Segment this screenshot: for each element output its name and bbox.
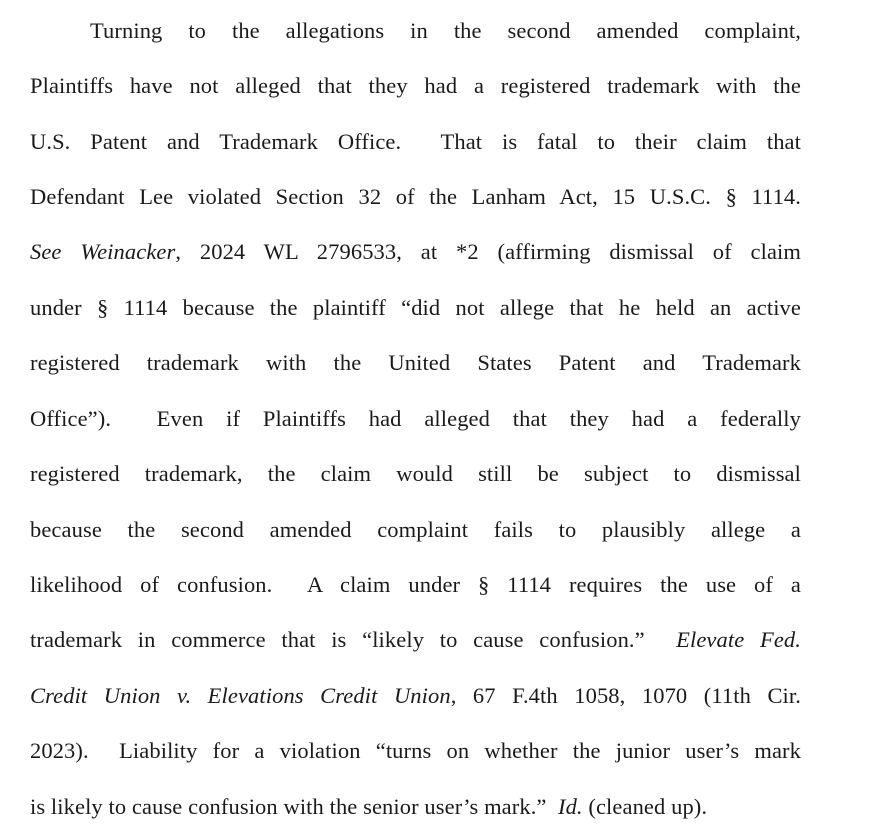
paragraph-line xyxy=(30,625,801,655)
paragraph-line xyxy=(90,16,801,46)
paragraph-line xyxy=(30,71,801,101)
text-run: Plaintiffs have not alleged that they had a registered trademark with the xyxy=(30,73,801,98)
text-run: U.S. Patent and Trademark Office. That is fatal to their claim that xyxy=(30,129,801,154)
text-run: likelihood of confusion. A claim under § 1114 requires the use of a xyxy=(30,572,801,597)
paragraph-line xyxy=(30,237,801,267)
text-run: under § 1114 because the plaintiff “did not allege that he held an active xyxy=(30,295,801,320)
paragraph-line xyxy=(30,736,801,766)
text-run: trademark in commerce that is “likely to cause confusion.” xyxy=(30,627,677,652)
paragraph-line xyxy=(30,570,801,600)
text-run: (cleaned up). xyxy=(582,794,708,819)
text-run: registered trademark, the claim would still be subject to dismissal xyxy=(30,461,801,486)
paragraph-line xyxy=(30,182,801,212)
paragraph-line xyxy=(30,404,801,434)
case-citation-italic: Credit Union v. Elevations Credit Union xyxy=(30,683,451,708)
text-run: , 67 F.4th 1058, 1070 (11th Cir. xyxy=(450,683,801,708)
text-run: because the second amended complaint fails to plausibly allege a xyxy=(30,517,801,542)
paragraph-line xyxy=(30,293,801,323)
case-citation-italic: Elevate Fed. xyxy=(676,627,801,652)
text-run: Defendant Lee violated Section 32 of the Lanham Act, 15 U.S.C. § 1114. xyxy=(30,184,801,209)
paragraph-line xyxy=(30,459,801,489)
paragraph-line xyxy=(30,348,801,378)
case-citation-italic: See Weinacker xyxy=(30,239,176,264)
text-run: Turning to the allegations in the second amended complaint, xyxy=(90,18,801,43)
text-run: is likely to cause confusion with the senior user’s mark.” xyxy=(30,794,558,819)
text-run: registered trademark with the United States Patent and Trademark xyxy=(30,350,801,375)
paragraph-line xyxy=(30,681,801,711)
paragraph-line xyxy=(30,792,801,822)
text-run: Office”). Even if Plaintiffs had alleged that they had a federally xyxy=(30,406,801,431)
paragraph-line xyxy=(30,515,801,545)
citation-id-italic: Id. xyxy=(557,794,583,819)
text-run: , 2024 WL 2796533, at *2 (affirming dismissal of claim xyxy=(175,239,801,264)
text-run: 2023). Liability for a violation “turns on whether the junior user’s mark xyxy=(30,738,801,763)
paragraph-line xyxy=(30,127,801,157)
